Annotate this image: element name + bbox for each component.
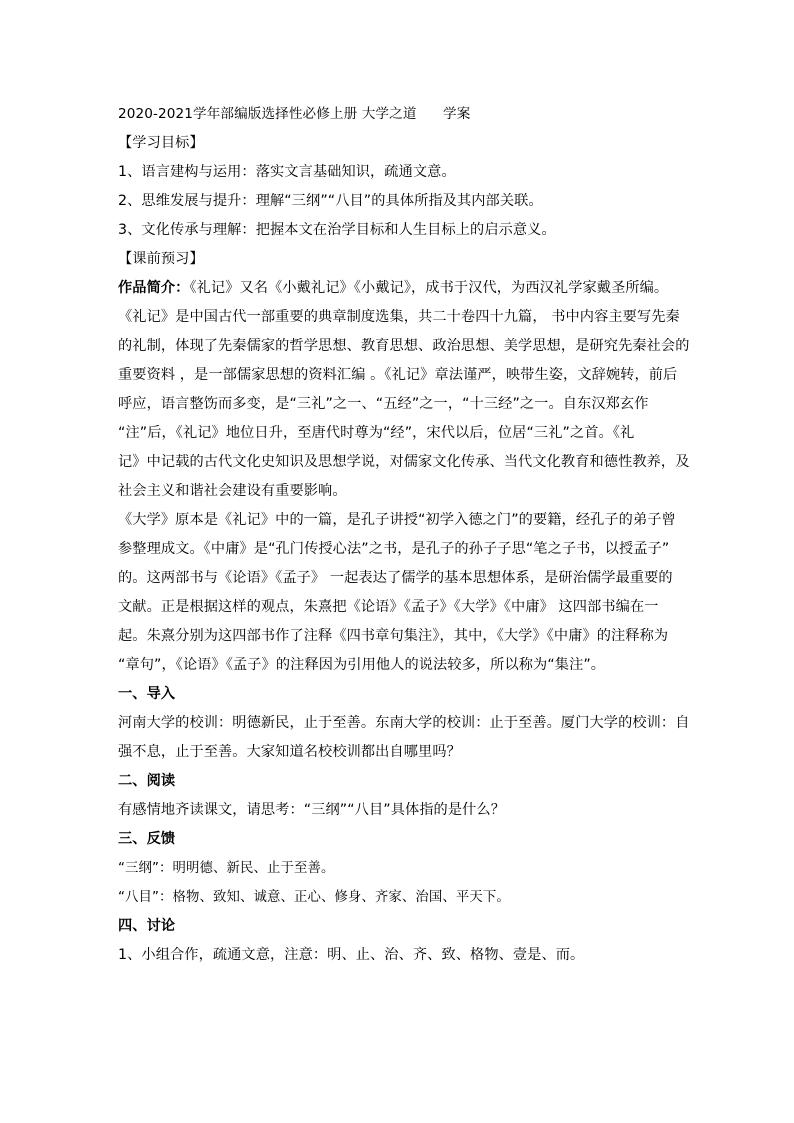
- intro-paragraph-line: 《礼记》是中国古代一部重要的典章制度选集，共二十卷四十九篇， 书中内容主要写先秦: [118, 309, 680, 325]
- daxue-paragraph-line: 起。朱熹分别为这四部书作了注释《四书章句集注》，其中，《大学》《中庸》的注释称为: [118, 628, 669, 644]
- goals-heading: 【学习目标】: [118, 135, 204, 151]
- goal-item: 3、文化传承与理解：把握本文在治学目标和人生目标上的启示意义。: [118, 222, 556, 238]
- daxue-paragraph-line: 《大学》原本是《礼记》中的一篇，是孔子讲授“初学入德之门”的要籍，经孔子的弟子曾: [118, 512, 676, 528]
- goal-item: 2、思维发展与提升：理解“三纲”“八目”的具体所指及其内部关联。: [118, 193, 543, 209]
- section-heading-intro: 一、导入: [118, 686, 176, 702]
- document-title: 2020-2021学年部编版选择性必修上册 大学之道 学案: [118, 106, 471, 122]
- intro-paragraph-line: 的礼制，体现了先秦儒家的哲学思想、教育思想、政治思想、美学思想，是研究先秦社会的: [118, 338, 690, 354]
- intro-text: 《礼记》又名《小戴礼记》《小戴记》，成书于汉代，为西汉礼学家戴圣所编。: [189, 280, 669, 296]
- intro-label: 作品简介：: [118, 280, 190, 296]
- feedback-line: “八目”：格物、致知、诚意、正心、修身、齐家、治国、平天下。: [118, 890, 510, 905]
- intro-paragraph-line: 呼应，语言整饬而多变，是“三礼”之一、“五经”之一，“十三经”之一。自东汉郑玄作: [118, 396, 649, 412]
- discussion-line: 1、小组合作，疏通文意，注意：明、止、治、齐、致、格物、壹是、而。: [118, 947, 585, 963]
- section-heading-discussion: 四、讨论: [118, 918, 176, 934]
- daxue-paragraph-line: 的。这两部书与《论语》《孟子》 一起表达了儒学的基本思想体系，是研治儒学最重要的: [118, 570, 673, 586]
- section-heading-reading: 二、阅读: [118, 773, 176, 789]
- section-intro-line: 河南大学的校训：明德新民，止于至善。东南大学的校训：止于至善。厦门大学的校训：自: [118, 715, 690, 731]
- intro-paragraph-line: [118, 274, 678, 303]
- intro-paragraph-line: 记》中记载的古代文化史知识及思想学说，对儒家文化传承、当代文化教育和德性教养，及: [118, 454, 690, 470]
- section-heading-feedback: 三、反馈: [118, 831, 176, 847]
- daxue-paragraph-line: “章句”，《论语》《孟子》的注释因为引用他人的说法较多，所以称为“集注”。: [118, 657, 606, 673]
- daxue-paragraph-line: 文献。正是根据这样的观点，朱熹把《论语》《孟子》《大学》《中庸》 这四部书编在一: [118, 599, 659, 615]
- document-page: [118, 100, 690, 970]
- preview-heading: 【课前预习】: [118, 251, 204, 267]
- feedback-line: “三纲”：明明德、新民、止于至善。: [118, 861, 335, 876]
- intro-paragraph-line: 社会主义和谐社会建设有重要影响。: [118, 483, 347, 499]
- daxue-paragraph-line: 参整理成文。《中庸》是“孔门传授心法”之书，是孔子的孙子子思“笔之子书，以授孟子”: [118, 541, 670, 557]
- section-reading-line: 有感情地齐读课文，请思考：“三纲”“八目”具体指的是什么？: [118, 802, 505, 818]
- goal-item: 1、语言建构与运用：落实文言基础知识，疏通文意。: [118, 164, 456, 180]
- intro-paragraph-line: 重要资料 ，是一部儒家思想的资料汇编 。《礼记》章法谨严，映带生姿，文辞婉转，前后: [118, 367, 678, 383]
- intro-paragraph-line: “注”后，《礼记》地位日升，至唐代时尊为“经”，宋代以后，位居“三礼”之首。《礼: [118, 425, 635, 441]
- section-intro-line: 强不息，止于至善。大家知道名校校训都出自哪里吗？: [118, 744, 461, 760]
